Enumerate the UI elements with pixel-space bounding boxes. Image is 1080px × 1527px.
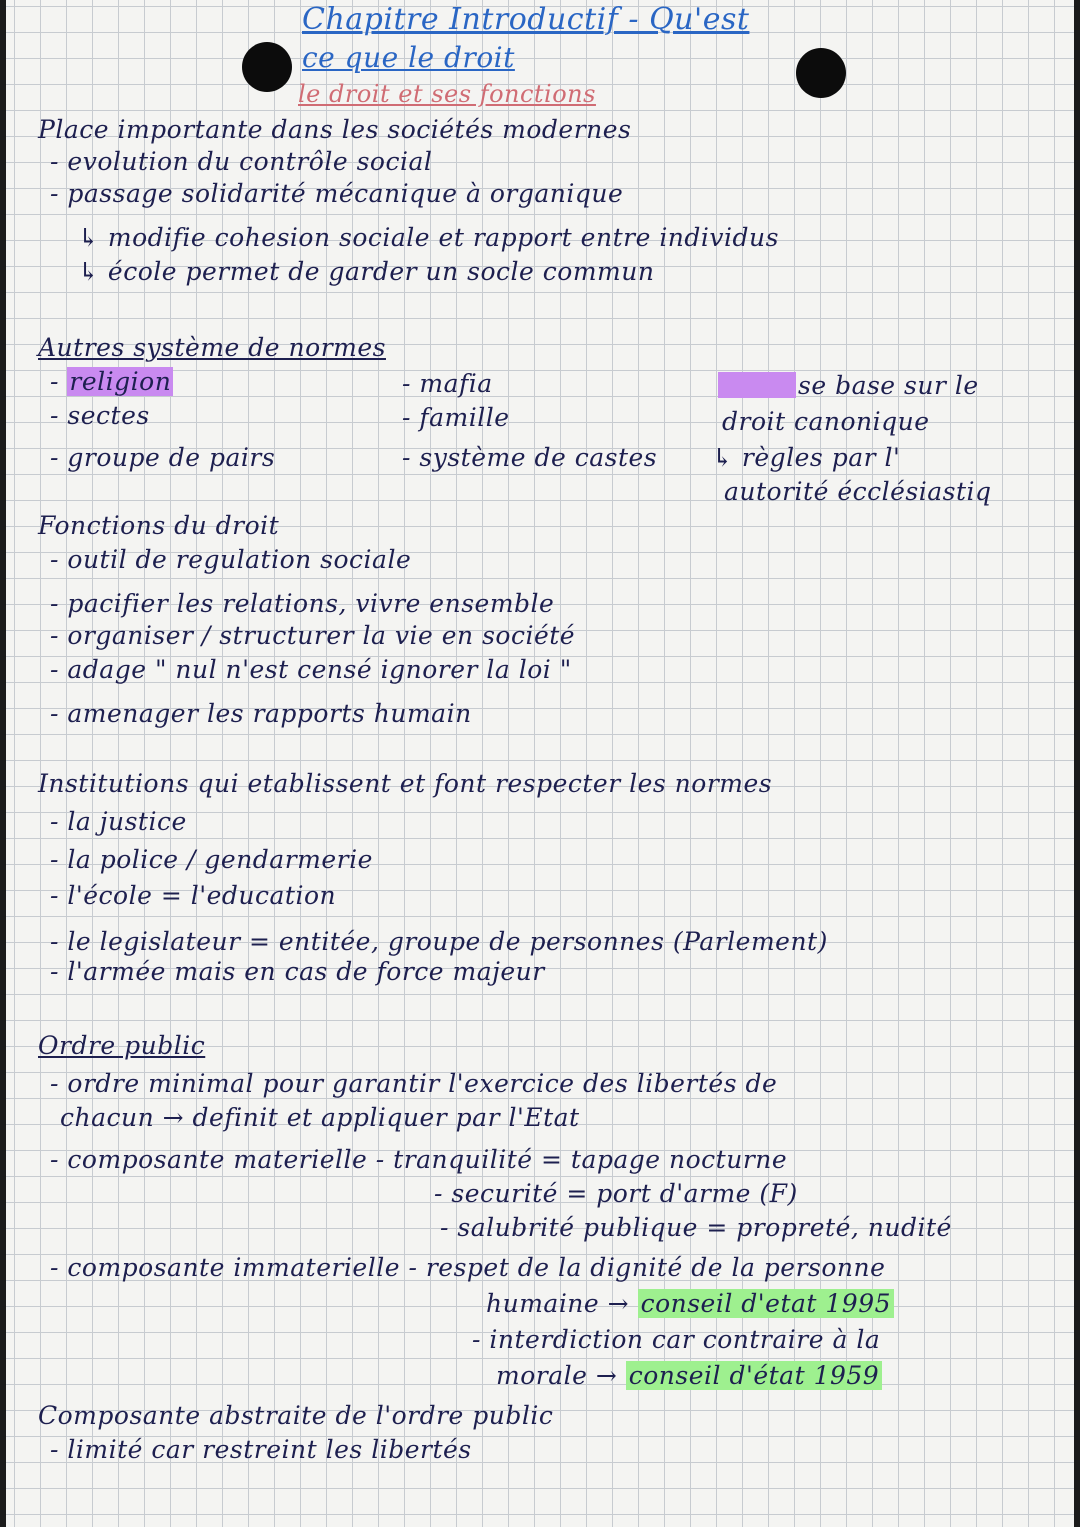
list-item: - composante materielle - tranquilité = tapage nocturne: [50, 1145, 788, 1174]
section-autres-heading: Autres système de normes: [38, 333, 386, 362]
subtitle: le droit et ses fonctions: [298, 80, 596, 108]
list-subitem: - interdiction car contraire à la: [472, 1325, 881, 1354]
list-item: - l'école = l'education: [50, 881, 337, 910]
list-item: - limité car restreint les libertés: [50, 1435, 472, 1464]
side-note: autorité écclésiastiq: [724, 477, 992, 506]
section-ordre-public-heading: Ordre public: [38, 1031, 206, 1060]
section-place-heading: Place importante dans les sociétés modernes: [38, 115, 632, 144]
list-item: - passage solidarité mécanique à organique: [50, 179, 624, 208]
list-item: - ordre minimal pour garantir l'exercice des libertés de: [50, 1069, 778, 1098]
list-item: - mafia: [402, 369, 493, 398]
side-note: droit canonique: [722, 407, 930, 436]
violet-highlight-box: [718, 372, 796, 398]
list-item: - la police / gendarmerie: [50, 845, 373, 874]
list-subitem: morale → conseil d'état 1959: [496, 1362, 882, 1390]
list-item: - l'armée mais en cas de force majeur: [50, 957, 545, 986]
list-item: - religion: [50, 367, 172, 396]
list-item: - sectes: [50, 401, 150, 430]
list-subitem: - salubrité publique = propreté, nudité: [440, 1213, 952, 1242]
list-item: - le legislateur = entitée, groupe de personnes (Parlement): [50, 927, 828, 956]
list-subitem: ↳ école permet de garder un socle commun: [78, 257, 655, 286]
green-highlight: conseil d'état 1959: [626, 1361, 882, 1390]
list-subitem: - securité = port d'arme (F): [434, 1179, 798, 1208]
section-institutions-heading: Institutions qui etablissent et font respecter les normes: [38, 769, 773, 798]
section-fonctions-heading: Fonctions du droit: [38, 511, 280, 540]
side-note: se base sur le: [798, 371, 979, 400]
title-line-1: Chapitre Introductif - Qu'est: [302, 2, 750, 37]
title-line-2: ce que le droit: [302, 41, 515, 74]
list-item: - la justice: [50, 807, 187, 836]
note-sheet: [6, 0, 1074, 1527]
highlighted-word: religion: [69, 367, 172, 396]
punch-hole-left: [242, 42, 292, 92]
list-item: - adage " nul n'est censé ignorer la loi ": [50, 655, 572, 684]
text: humaine: [486, 1289, 600, 1318]
list-item: - composante immaterielle - respet de la dignité de la personne: [50, 1253, 886, 1282]
list-item: - evolution du contrôle social: [50, 147, 433, 176]
text: morale: [496, 1361, 588, 1390]
side-note: ↳ règles par l': [712, 443, 901, 472]
list-subitem: ↳ modifie cohesion sociale et rapport entre individus: [78, 223, 779, 252]
list-item: - groupe de pairs: [50, 443, 276, 472]
green-highlight: conseil d'etat 1995: [638, 1289, 894, 1318]
list-item: - pacifier les relations, vivre ensemble: [50, 589, 555, 618]
section-abstraite-heading: Composante abstraite de l'ordre public: [38, 1401, 554, 1430]
punch-hole-right: [796, 48, 846, 98]
list-item: - organiser / structurer la vie en société: [50, 621, 576, 650]
list-item: - outil de regulation sociale: [50, 545, 412, 574]
list-item: - système de castes: [402, 443, 658, 472]
list-item: - famille: [402, 403, 510, 432]
list-subitem: humaine → conseil d'etat 1995: [486, 1290, 894, 1318]
list-item: - amenager les rapports humain: [50, 699, 472, 728]
list-item: chacun → definit et appliquer par l'Etat: [60, 1103, 580, 1132]
